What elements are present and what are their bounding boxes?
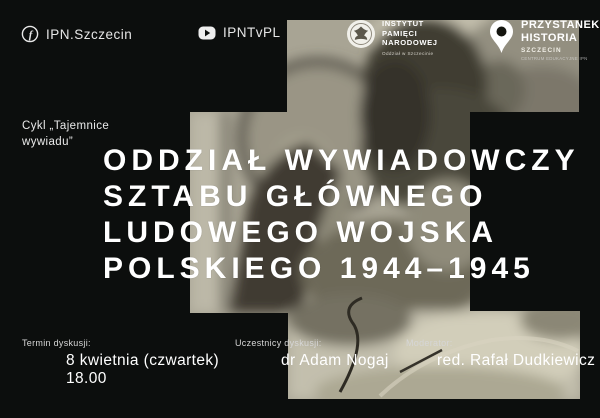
location-pin-icon <box>488 19 515 54</box>
facebook-handle <box>21 25 132 43</box>
youtube-handle <box>198 25 281 40</box>
youtube-icon <box>198 26 216 40</box>
series-label <box>22 119 109 150</box>
svg-text:f: f <box>28 29 33 42</box>
time-value: 18.00 <box>66 370 107 387</box>
title-line4: POLSKIEGO 1944–1945 <box>103 252 535 285</box>
facebook-handle-label: IPN.Szczecin <box>46 26 133 42</box>
przystanek-line1: PRZYSTANEK <box>521 19 600 31</box>
przystanek-subtitle: CENTRUM EDUKACYJNE IPN <box>521 56 588 61</box>
participants-label: Uczestnicy dyskusji: <box>235 338 322 348</box>
title-line1: ODDZIAŁ WYWIADOWCZY <box>103 144 580 177</box>
youtube-handle-label: IPNTvPL <box>223 25 281 40</box>
ipn-logo <box>346 19 438 56</box>
ipn-logo-subtitle: Oddział w Szczecinie <box>382 50 434 56</box>
date-label: Termin dyskusji: <box>22 338 91 348</box>
ipn-logo-line1: INSTYTUT <box>382 19 424 28</box>
moderator-label: Moderator: <box>406 338 453 348</box>
ipn-logo-line3: NARODOWEJ <box>382 38 438 48</box>
przystanek-historia-text <box>521 19 600 61</box>
series-line1: Cykl „Tajemnice <box>22 120 110 132</box>
przystanek-line2: HISTORIA <box>521 31 578 44</box>
title-line2: SZTABU GŁÓWNEGO <box>103 180 488 213</box>
date-value: 8 kwietnia (czwartek) <box>66 352 220 369</box>
participant-name: dr Adam Nogaj <box>281 352 389 369</box>
przystanek-city: SZCZECIN <box>521 46 562 54</box>
participants-block <box>235 338 389 370</box>
ipn-logo-line2: PAMIĘCI <box>382 28 418 38</box>
ipn-logo-text <box>382 19 438 56</box>
moderator-block <box>406 338 595 370</box>
przystanek-historia-logo <box>488 19 600 61</box>
ipn-eagle-seal-icon <box>346 19 376 49</box>
event-date-block <box>22 338 219 388</box>
facebook-icon <box>21 25 39 43</box>
moderator-name: red. Rafał Dudkiewicz <box>437 352 596 369</box>
event-title <box>103 143 580 287</box>
title-line3: LUDOWEGO WOJSKA <box>103 216 498 249</box>
series-line2: wywiadu” <box>22 135 74 148</box>
